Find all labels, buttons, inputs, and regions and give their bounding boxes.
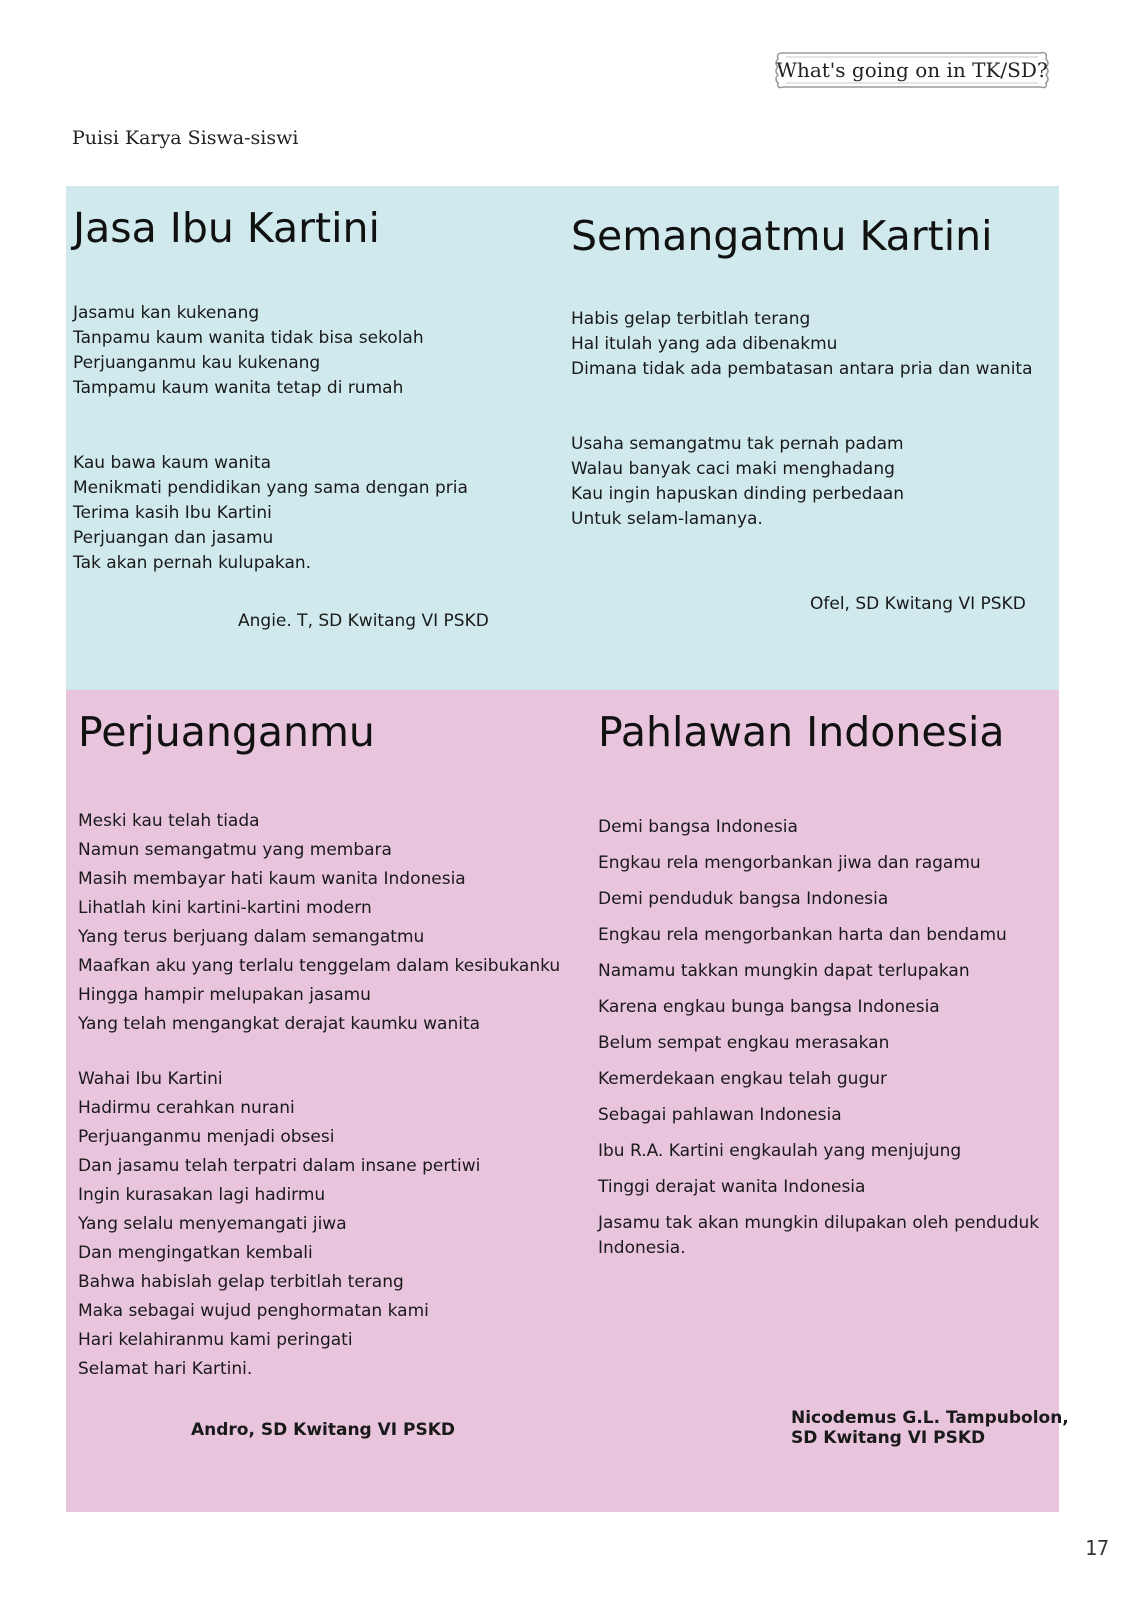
poem-title: Jasa Ibu Kartini [73, 204, 380, 252]
poem-line: Maka sebagai wujud penghormatan kami [78, 1301, 429, 1322]
poem-line: Bahwa habislah gelap terbitlah terang [78, 1272, 404, 1293]
poem-line: Yang selalu menyemangati jiwa [78, 1214, 347, 1235]
poem-line: Dan jasamu telah terpatri dalam insane pertiwi [78, 1156, 481, 1177]
poem-line: Menikmati pendidikan yang sama dengan pria [73, 478, 468, 499]
poem-title: Semangatmu Kartini [571, 212, 993, 260]
poem-line: Yang terus berjuang dalam semangatmu [78, 927, 425, 948]
stanza [598, 815, 1039, 1261]
poem-author-line: Nicodemus G.L. Tampubolon, [791, 1408, 1069, 1428]
poem-line: Dan mengingatkan kembali [78, 1243, 313, 1264]
poem-line: Hal itulah yang ada dibenakmu [571, 334, 838, 355]
poem-line: Indonesia. [598, 1238, 686, 1259]
poem-author: Ofel, SD Kwitang VI PSKD [810, 594, 1026, 614]
poem-line: Engkau rela mengorbankan jiwa dan ragamu [598, 853, 981, 874]
poem-line: Wahai Ibu Kartini [78, 1069, 223, 1090]
bottom-panel [66, 690, 1069, 1512]
poem-author [791, 1408, 1069, 1448]
poem-line: Dimana tidak ada pembatasan antara pria dan wanita [571, 359, 1033, 380]
poem-line: Jasamu tak akan mungkin dilupakan oleh penduduk [598, 1213, 1040, 1234]
poem-author-line: SD Kwitang VI PSKD [791, 1428, 986, 1448]
poem-title: Perjuanganmu [78, 708, 375, 756]
poem-author: Andro, SD Kwitang VI PSKD [191, 1420, 456, 1440]
poem-line: Kau bawa kaum wanita [73, 453, 271, 474]
poem-semangatmu-kartini [571, 212, 1033, 532]
poem-line: Namamu takkan mungkin dapat terlupakan [598, 961, 970, 982]
poem-line: Untuk selam-lamanya. [571, 509, 763, 530]
poem-line: Perjuanganmu kau kukenang [73, 353, 321, 374]
poem-line: Tinggi derajat wanita Indonesia [598, 1177, 866, 1198]
header-tag [772, 49, 1052, 91]
poem-line: Walau banyak caci maki menghadang [571, 459, 895, 480]
poem-line: Hadirmu cerahkan nurani [78, 1098, 295, 1119]
poem-line: Demi bangsa Indonesia [598, 817, 798, 838]
poem-line: Terima kasih Ibu Kartini [73, 503, 272, 524]
poem-line: Hari kelahiranmu kami peringati [78, 1330, 353, 1351]
poem-line: Kau ingin hapuskan dinding perbedaan [571, 484, 905, 505]
page-number: 17 [1085, 1536, 1110, 1560]
poem-line: Ibu R.A. Kartini engkaulah yang menjujung [598, 1141, 962, 1162]
poem-line: Habis gelap terbitlah terang [571, 309, 811, 330]
header-tag-text: What's going on in TK/SD? [776, 58, 1048, 82]
stanza [571, 432, 1033, 532]
poem-line: Lihatlah kini kartini-kartini modern [78, 898, 372, 919]
poem-line: Maafkan aku yang terlalu tenggelam dalam kesibukanku [78, 956, 561, 977]
poem-line: Tak akan pernah kulupakan. [73, 553, 312, 574]
poem-line: Engkau rela mengorbankan harta dan bendamu [598, 925, 1007, 946]
poem-line: Tanpamu kaum wanita tidak bisa sekolah [73, 328, 424, 349]
top-panel [66, 186, 1059, 690]
poem-line: Meski kau telah tiada [78, 811, 260, 832]
poem-line: Perjuanganmu menjadi obsesi [78, 1127, 335, 1148]
poem-jasa-ibu-kartini [73, 204, 468, 576]
poem-author: Angie. T, SD Kwitang VI PSKD [238, 611, 489, 631]
stanza [78, 807, 560, 1039]
poem-line: Usaha semangatmu tak pernah padam [571, 434, 904, 455]
poem-line: Hingga hampir melupakan jasamu [78, 985, 371, 1006]
stanza [73, 451, 468, 576]
poem-line: Ingin kurasakan lagi hadirmu [78, 1185, 326, 1206]
poem-line: Jasamu kan kukenang [73, 303, 260, 324]
poem-pahlawan-indonesia [598, 708, 1039, 1261]
stanza [78, 1065, 560, 1384]
poem-line: Tampamu kaum wanita tetap di rumah [73, 378, 404, 399]
poem-perjuanganmu [78, 708, 560, 1384]
poem-line: Selamat hari Kartini. [78, 1359, 253, 1380]
stanza [571, 307, 1033, 382]
poem-line: Masih membayar hati kaum wanita Indonesia [78, 869, 466, 890]
poem-line: Demi penduduk bangsa Indonesia [598, 889, 889, 910]
poem-line: Belum sempat engkau merasakan [598, 1033, 890, 1054]
poem-line: Perjuangan dan jasamu [73, 528, 274, 549]
poem-line: Kemerdekaan engkau telah gugur [598, 1069, 888, 1090]
poem-title: Pahlawan Indonesia [598, 708, 1005, 756]
poem-line: Namun semangatmu yang membara [78, 840, 392, 861]
stanza [73, 301, 468, 401]
section-title: Puisi Karya Siswa-siswi [72, 127, 299, 149]
poem-line: Sebagai pahlawan Indonesia [598, 1105, 842, 1126]
poem-line: Karena engkau bunga bangsa Indonesia [598, 997, 940, 1018]
poem-line: Yang telah mengangkat derajat kaumku wanita [78, 1014, 481, 1035]
